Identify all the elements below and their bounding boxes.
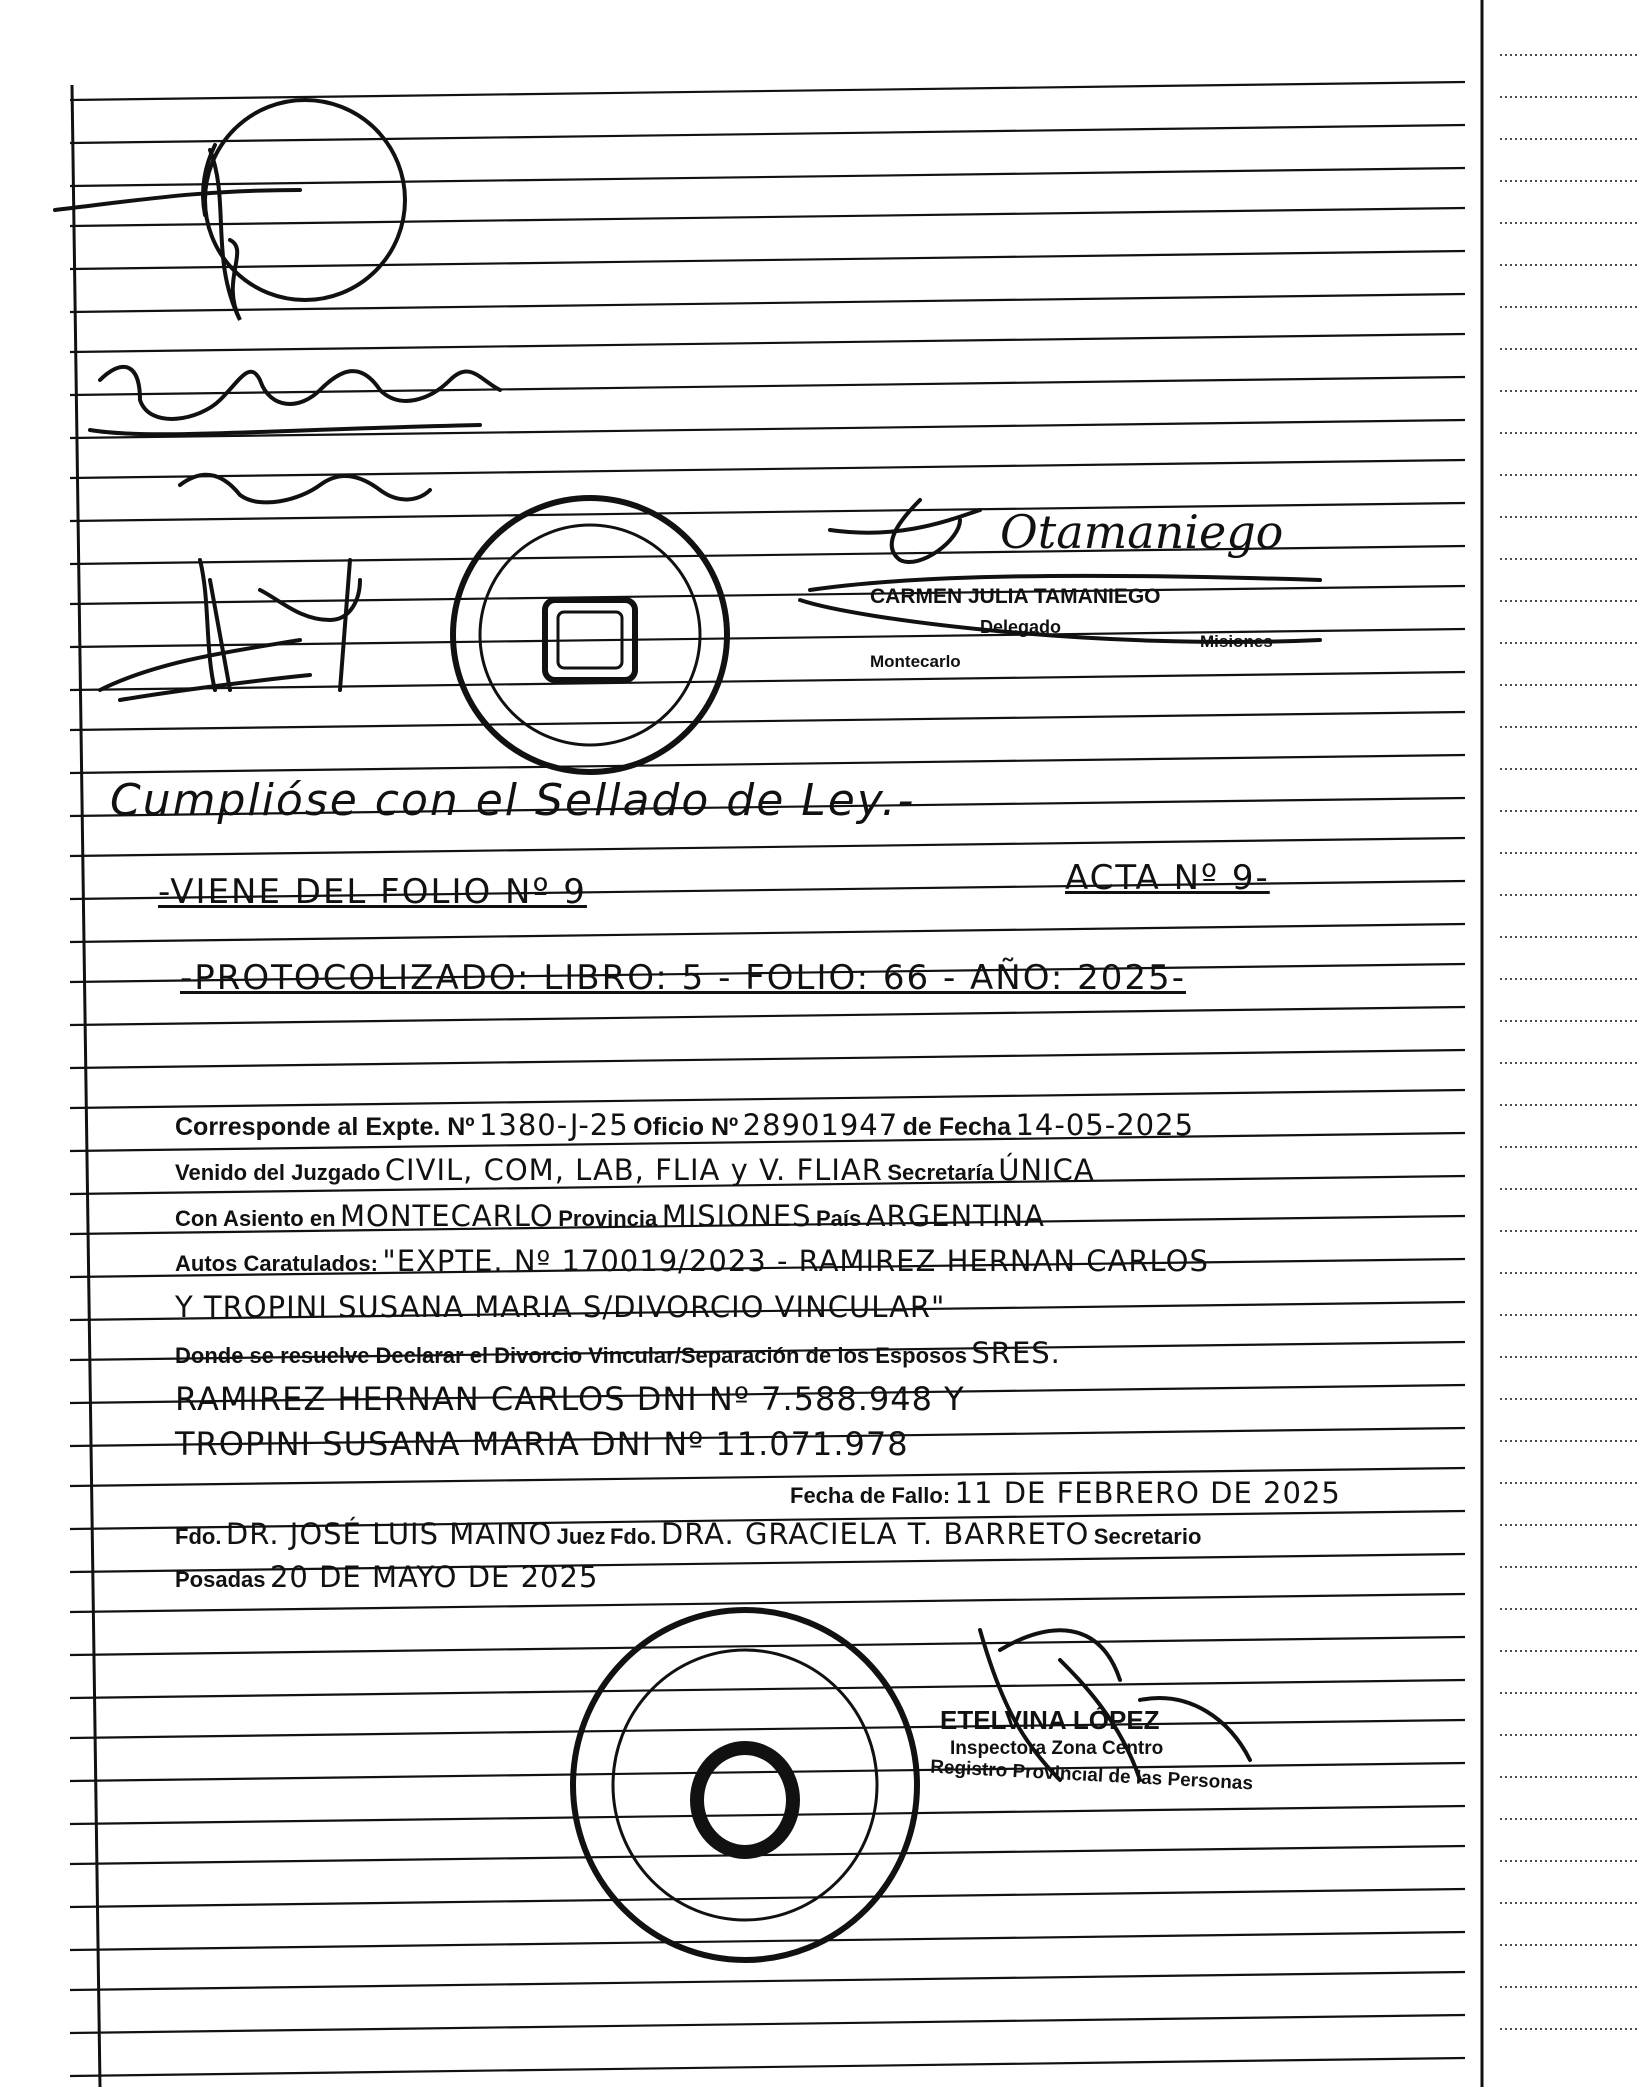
pais-value: ARGENTINA <box>865 1199 1045 1233</box>
oficio-label: Oficio Nº <box>633 1113 739 1141</box>
resuelve-value: SRES. <box>971 1336 1061 1370</box>
autos-label: Autos Caratulados: <box>175 1251 378 1276</box>
signature-3-name: Otamaniego <box>1000 505 1284 559</box>
fdo-label: Fdo. <box>175 1524 222 1549</box>
fdo2-label: Fdo. <box>609 1524 657 1549</box>
pais-label: País <box>815 1206 862 1231</box>
fecha-value: 14-05-2025 <box>1015 1108 1195 1142</box>
fecha-fallo-value: 11 DE FEBRERO DE 2025 <box>954 1476 1341 1510</box>
juzgado-value: CIVIL, COM, LAB, FLIA y V. FLIAR <box>384 1153 883 1187</box>
protocolizado-note: -PROTOCOLIZADO: LIBRO: 5 - FOLIO: 66 - AÑO: 2025- <box>180 958 1186 998</box>
acta-note: ACTA Nº 9- <box>1065 858 1270 898</box>
posadas-label: Posadas <box>175 1567 266 1592</box>
director-stamp-role: Inspectora Zona Centro <box>950 1738 1164 1759</box>
posadas-value: 20 DE MAYO DE 2025 <box>269 1560 599 1594</box>
delegado-stamp-left: Montecarlo <box>870 652 961 671</box>
autos-value-2: Y TROPINI SUSANA MARIA S/DIVORCIO VINCULAR" <box>175 1290 946 1324</box>
delegado-stamp-role: Delegado <box>980 617 1062 637</box>
esposo-1: RAMIREZ HERNAN CARLOS DNI Nº 7.588.948 Y <box>175 1380 965 1418</box>
autos-value-1: "EXPTE. Nº 170019/2023 - RAMIREZ HERNAN CARLOS <box>382 1244 1209 1278</box>
provincia-value: MISIONES <box>661 1199 812 1233</box>
fecha-label: de Fecha <box>902 1113 1012 1141</box>
secretario-label: Secretario <box>1093 1524 1202 1549</box>
asiento-label: Con Asiento en <box>175 1206 336 1231</box>
delegado-stamp-right: Misiones <box>1200 632 1273 651</box>
fdo-juez-value: DR. JOSÉ LUIS MAINO <box>225 1517 553 1551</box>
oficio-value: 28901947 <box>742 1108 899 1142</box>
secretaria-label: Secretaría <box>887 1160 994 1185</box>
provincia-label: Provincia <box>558 1206 658 1231</box>
expte-label: Corresponde al Expte. Nº <box>175 1113 475 1141</box>
juez-label: Juez <box>556 1524 606 1549</box>
fecha-fallo-label: Fecha de Fallo: <box>790 1483 951 1508</box>
sellado-note: Cumplióse con el Sellado de Ley.- <box>110 775 916 826</box>
delegado-stamp-name: CARMEN JULIA TAMANIEGO <box>870 585 1161 608</box>
director-stamp-org: Registro Provincial de las Personas <box>929 1756 1254 1795</box>
asiento-value: MONTECARLO <box>339 1199 554 1233</box>
resuelve-label: Donde se resuelve Declarar el Divorcio Vincular/Separación de los Esposos <box>175 1343 967 1368</box>
viene-del-folio-note: -VIENE DEL FOLIO Nº 9 <box>158 872 587 912</box>
director-stamp-name: ETELVINA LÓPEZ <box>940 1705 1160 1735</box>
expte-value: 1380-J-25 <box>478 1108 629 1142</box>
fdo-secretario-value: DRA. GRACIELA T. BARRETO <box>660 1517 1090 1551</box>
secretaria-value: ÚNICA <box>998 1153 1095 1187</box>
juzgado-label: Venido del Juzgado <box>175 1160 381 1185</box>
esposo-2: TROPINI SUSANA MARIA DNI Nº 11.071.978 <box>175 1425 909 1463</box>
